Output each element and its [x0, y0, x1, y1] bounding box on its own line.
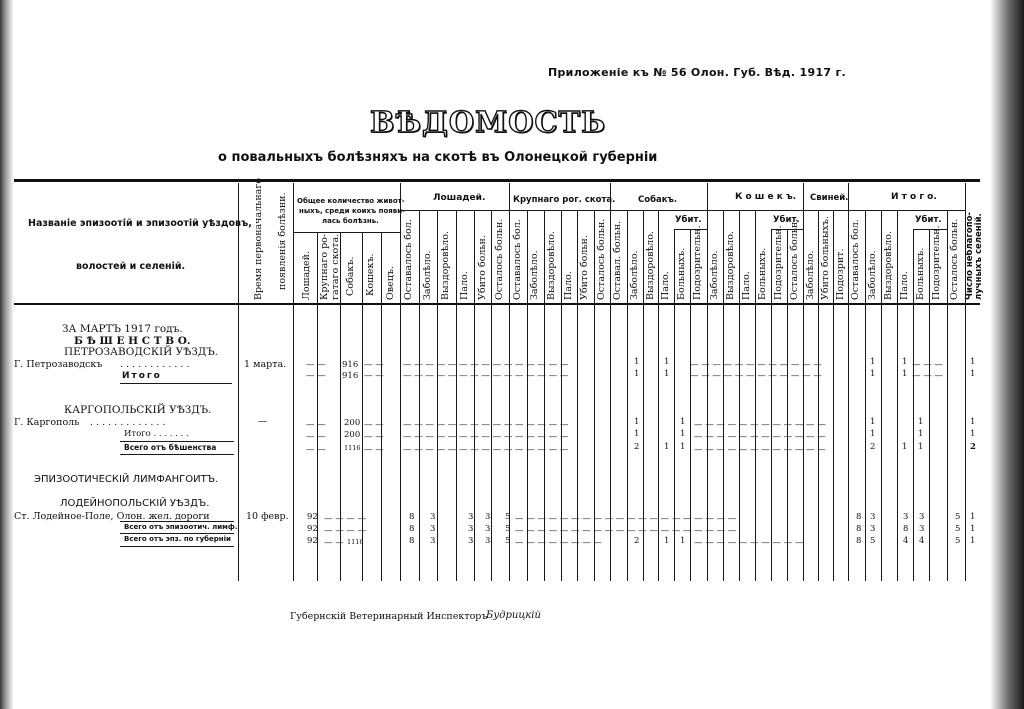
cell-itogo-dead: 4	[903, 536, 909, 546]
cell-dash: — — — —	[324, 514, 367, 524]
header-horses-col: Выздоровѣло.	[440, 231, 451, 300]
cell-itogo-sick: 3	[870, 524, 876, 534]
header-ubit-dogs: Убит.	[675, 215, 702, 225]
itogo-underline	[120, 441, 234, 442]
table-top-rule	[14, 179, 980, 182]
header-cattle-col: Осталось больн.	[596, 218, 607, 300]
table-header-rule	[14, 303, 980, 305]
header-cats-col: Пало.	[741, 271, 752, 300]
disease-rabies: Б Ѣ Ш Е Н С Т В О.	[74, 335, 191, 347]
header-last-col-line1: Число неблагопо-	[965, 212, 975, 300]
cell-itogo-dead: 8	[903, 524, 909, 534]
header-total-col: Овецъ.	[385, 266, 396, 300]
row-underline	[120, 521, 234, 522]
cell-dog-sick: 1	[634, 417, 640, 427]
cell-itogo-sick: 5	[870, 536, 876, 546]
document-subtitle: о повальныхъ болѣзняхъ на скотѣ въ Олонецкой губерніи	[218, 150, 658, 165]
cell-itogo-sick: 1	[870, 417, 876, 427]
cell-horses-left: 5	[505, 524, 511, 534]
cell-villages: 1	[970, 369, 976, 379]
cell-itogo-dead: 3	[903, 512, 909, 522]
sub-rule	[818, 210, 819, 581]
col-rule	[400, 183, 401, 581]
sub-rule	[739, 210, 740, 581]
cell-dashes: — — — — — — — — — — — — — — —	[403, 371, 569, 381]
header-time-line2: появленія болѣзни.	[277, 192, 288, 290]
cell-itogo-killed: 1	[918, 442, 924, 452]
sub-rule	[491, 210, 492, 581]
cell-dash: — —	[306, 360, 326, 370]
row-lymph-total: Всего отъ эпизоотич. лимф.	[124, 523, 238, 531]
header-total-col: Лошадей.	[301, 251, 312, 300]
header-total-line3: лась болѣзнь.	[322, 217, 379, 225]
cell-dash: — —	[306, 432, 326, 442]
row-province-total: Всего отъ эпз. по губерніи	[124, 535, 231, 543]
cell-itogo-sick: 1	[870, 369, 876, 379]
district-petrozavodsk: ПЕТРОЗАВОДСКІЙ УѢЗДЪ.	[64, 346, 218, 358]
sub-rule	[913, 230, 914, 581]
cell-villages: 1	[970, 524, 976, 534]
total-underline	[120, 546, 234, 547]
header-time-line1: Время первоначальнаго	[253, 177, 264, 300]
cell-dogs-total: 1116	[347, 538, 364, 546]
header-ubit-itogo: Убит.	[915, 215, 942, 225]
header-last-col-line2: лучныхъ селеній.	[974, 213, 984, 300]
cell-dashes: — — — — — — — — — — — —	[690, 360, 822, 370]
cell-dash: — —	[364, 420, 384, 430]
cell-dog-ill: 1	[664, 369, 670, 379]
cell-dashes: — — — — — — — — — — — — — — — — — — — —	[515, 514, 737, 524]
cell-dashes: — — — — — — — — — — — — — — —	[403, 360, 569, 370]
itogo-underline	[120, 383, 232, 384]
header-itogo-col: Пало.	[899, 271, 910, 300]
cell-horses-total: 92	[307, 524, 318, 534]
sub-rule	[755, 210, 756, 581]
cell-itogo-left: 5	[955, 524, 961, 534]
cell-dog-ill: 1	[664, 357, 670, 367]
cell-itogo-remaining: 8	[856, 524, 862, 534]
cell-itogo-sick: 1	[870, 357, 876, 367]
header-cats-col: Выздоровѣло.	[725, 231, 736, 300]
cell-itogo-left: 5	[955, 512, 961, 522]
cell-itogo-sick: 1	[870, 429, 876, 439]
cell-itogo-remaining: 8	[856, 536, 862, 546]
header-total-line2: ныхъ, среди коихъ появи-	[299, 207, 405, 215]
sub-rule	[833, 210, 834, 581]
header-name-line2: волостей и селеній.	[76, 261, 186, 272]
scan-edge-right	[990, 0, 1024, 709]
header-total-col: Кошекъ.	[365, 253, 376, 296]
cell-dashes: — — — — — — — — — — — —	[690, 371, 822, 381]
cell-dashes: — — — — — — — — — — — — — — —	[403, 420, 569, 430]
sub-rule	[947, 210, 948, 581]
header-cattle-col: Пало.	[563, 271, 574, 300]
cell-horses-killed: 3	[485, 512, 491, 522]
header-itogo-col: Заболѣло.	[867, 250, 878, 300]
cell-dash: — —	[306, 371, 326, 381]
row-lodeynopole-date: 10 февр.	[246, 511, 289, 522]
cell-horses-left: 5	[505, 536, 511, 546]
cell-villages: 1	[970, 512, 976, 522]
col-rule	[848, 183, 849, 581]
cell-dog-sick: 1	[634, 357, 640, 367]
cell-dashes: — — — — — — — —	[515, 538, 602, 548]
cell-dash: — —	[364, 371, 384, 381]
sub-rule	[437, 210, 438, 581]
cell-itogo-ill: 1	[902, 357, 908, 367]
cell-dogs-total: 916	[342, 360, 359, 370]
cell-dashes: — — —	[912, 371, 943, 381]
row-lodeynopole-name: Ст. Лодейное-Поле, Олон. жел. дороги	[14, 511, 210, 522]
row-kargopol-itogo: Итого . . . . . . .	[124, 429, 189, 439]
group-rule	[400, 210, 848, 211]
cell-dash: — —	[324, 538, 344, 548]
district-kargopol: КАРГОПОЛЬСКІЙ УѢЗДЪ.	[64, 404, 212, 416]
row-petrozavodsk-date: 1 марта.	[244, 359, 287, 370]
group-rule	[848, 210, 965, 211]
cell-dash: — —	[306, 420, 326, 430]
header-cats-col: Заболѣло.	[709, 250, 720, 300]
row-petrozavodsk-dots: . . . . . . . . . . . .	[120, 359, 190, 370]
total-underline	[120, 454, 234, 455]
cell-dashes: — — — — — — — — — — — —	[694, 420, 826, 430]
cell-itogo-killed: 1	[918, 417, 924, 427]
cell-horses-killed: 3	[485, 524, 491, 534]
cell-villages: 1	[970, 536, 976, 546]
appendix-note: Приложеніе къ № 56 Олон. Губ. Вѣд. 1917 г.	[548, 66, 847, 79]
cell-dogs-total: 916	[342, 371, 359, 381]
row-kargopol-name: Г. Каргополь	[14, 417, 80, 428]
header-dogs-col: Больныхъ.	[676, 247, 687, 300]
cell-dash: — —	[364, 445, 384, 455]
district-lodeynopole: ЛОДЕЙНОПОЛЬСКІЙ УѢЗДЪ.	[60, 498, 210, 509]
col-rule	[293, 183, 294, 581]
header-itogo-col: Осталось больн.	[949, 218, 960, 300]
cell-horses-dead: 3	[468, 524, 474, 534]
cell-dash: — —	[364, 432, 384, 442]
row-petrozavodsk-itogo: Итого	[122, 371, 162, 381]
header-horses-col: Оставалось бол.	[403, 219, 414, 300]
header-itogo: И т о г о.	[891, 192, 937, 202]
header-total-col: Собакъ.	[345, 256, 356, 296]
cell-itogo-ill: 4	[919, 536, 925, 546]
signature-title: Губернскій Ветеринарный Инспекторъ	[290, 611, 488, 622]
header-horses: Лошадей.	[433, 193, 486, 203]
cell-villages: 2	[970, 442, 976, 452]
disease-lymphangitis: ЭПИЗООТИЧЕСКІЙ ЛИМФАНГОИТЪ.	[34, 474, 219, 485]
cell-dog-killed: 1	[680, 442, 686, 452]
header-ubit-cats: Убит.	[773, 215, 800, 225]
cell-itogo-remaining: 8	[856, 512, 862, 522]
cell-itogo-left: 5	[955, 536, 961, 546]
cell-dog-sick: 1	[634, 369, 640, 379]
header-pigs-col: Заболѣло.	[805, 250, 816, 300]
sub-rule	[787, 230, 788, 581]
header-cattle-col: Заболѣло.	[529, 250, 540, 300]
sub-rule	[381, 232, 382, 581]
cell-dashes: — — — — — — — — — — — — — — —	[403, 432, 569, 442]
cell-horses-left: 5	[505, 512, 511, 522]
cell-dog-sick: 2	[634, 442, 640, 452]
cell-horses-sick: 3	[430, 524, 436, 534]
cell-dash: — —	[364, 360, 384, 370]
cell-horses-remaining: 8	[409, 524, 415, 534]
header-pigs-col: Убито больныхъ.	[820, 216, 831, 300]
header-itogo-col: Оставалось бол.	[850, 219, 861, 300]
sub-rule	[929, 230, 930, 581]
header-dogs-col: Пало.	[660, 271, 671, 300]
cell-horses-remaining: 8	[409, 536, 415, 546]
cell-horses-sick: 3	[430, 512, 436, 522]
header-dogs: Собакъ.	[638, 195, 678, 205]
cell-horses-dead: 3	[468, 536, 474, 546]
header-name-line1: Названіе эпизоотій и эпизоотій уѣздовъ,	[28, 218, 252, 229]
header-horses-col: Убито больн.	[477, 235, 488, 300]
sub-rule	[865, 210, 866, 581]
header-cats-col: Больныхъ.	[757, 247, 768, 300]
cell-dog-ill: 1	[664, 536, 670, 546]
cell-horses-dead: 3	[468, 512, 474, 522]
cell-itogo-ill: 1	[902, 442, 908, 452]
cell-dashes: — — — — — — — — — — — —	[694, 432, 826, 442]
cell-dashes: — — — — — — — — — — — —	[694, 445, 826, 455]
sub-rule	[456, 210, 457, 581]
cell-dog-killed: 1	[680, 417, 686, 427]
header-cats-col: Осталось больн.	[789, 218, 800, 300]
sub-rule	[419, 210, 420, 581]
cell-horses-total: 92	[307, 536, 318, 546]
header-horses-col: Пало.	[459, 271, 470, 300]
sub-rule	[474, 210, 475, 581]
sub-rule	[881, 210, 882, 581]
group-rule	[293, 232, 400, 233]
cell-dash: — — — —	[324, 526, 367, 536]
cell-dog-ill: 1	[664, 442, 670, 452]
col-rule	[803, 183, 804, 581]
cell-dashes: — — — — — — — — — — — — — — —	[403, 445, 569, 455]
header-horses-col: Осталось больн.	[494, 218, 505, 300]
header-cattle-col: Убито больн.	[579, 235, 590, 300]
row-kargopol-dots: . . . . . . . . . . . . .	[90, 417, 166, 428]
header-itogo-col: Больныхъ.	[915, 247, 926, 300]
header-cattle-col: Оставалось бол.	[512, 219, 523, 300]
row-kargopol-date-dash: —	[258, 416, 268, 427]
scan-edge-left	[0, 0, 14, 709]
cell-dogs-total: 200	[344, 430, 361, 440]
cell-horses-sick: 3	[430, 536, 436, 546]
document-title: ВѢДОМОСТЬ	[370, 105, 607, 139]
cell-horses-killed: 3	[485, 536, 491, 546]
header-dogs-col: Подозрительн.	[692, 225, 703, 300]
cell-itogo-sick: 2	[870, 442, 876, 452]
signature-name: Будрицкій	[486, 610, 541, 621]
row-rabies-total: Всего отъ бѣшенства	[124, 443, 217, 452]
sub-rule	[897, 210, 898, 581]
cell-dog-killed: 1	[680, 536, 686, 546]
cell-itogo-ill: 3	[919, 524, 925, 534]
cell-dog-killed: 1	[680, 429, 686, 439]
cell-horses-remaining: 8	[409, 512, 415, 522]
cell-dash: — —	[306, 445, 326, 455]
header-total-col: Крупнаго ро-	[319, 233, 330, 300]
cell-villages: 1	[970, 417, 976, 427]
header-itogo-col: Выздоровѣло.	[883, 231, 894, 300]
header-pigs-col: Подозрит.	[835, 248, 846, 300]
header-horses-col: Заболѣло.	[422, 250, 433, 300]
header-cattle: Крупнаго рог. скота.	[513, 195, 616, 205]
header-itogo-col: Подозрительн.	[931, 225, 942, 300]
cell-dashes: — — —	[912, 360, 943, 370]
header-cats-col: Подозрительн.	[773, 225, 784, 300]
cell-dogs-total: 200	[344, 418, 361, 428]
cell-itogo-killed: 1	[918, 429, 924, 439]
cell-dashes: — — — — — — — — — — — — — — — — — — — —	[515, 526, 737, 536]
header-dogs-col: Выздоровѣло.	[645, 231, 656, 300]
row-petrozavodsk-name: Г. Петрозаводскъ	[14, 359, 103, 370]
header-total-line1: Общее количество живот-	[297, 197, 405, 205]
month-heading: ЗА МАРТЪ 1917 годъ.	[62, 323, 183, 335]
cell-villages: 1	[970, 357, 976, 367]
total-underline	[120, 533, 234, 534]
cell-dashes: — — — — — — — — — —	[694, 538, 804, 548]
cell-horses-total: 92	[307, 512, 318, 522]
cell-itogo-ill: 3	[919, 512, 925, 522]
header-cats: К о ш е к ъ.	[735, 192, 797, 202]
sub-rule	[771, 230, 772, 581]
header-dogs-col: Заболѣло.	[629, 250, 640, 300]
cell-itogo-sick: 3	[870, 512, 876, 522]
cell-itogo-ill: 1	[902, 369, 908, 379]
header-dogs-col: Оставал. больн.	[612, 220, 623, 300]
header-pigs: Свиней.	[810, 193, 849, 203]
cell-villages: 1	[970, 429, 976, 439]
header-cattle-col: Выздоровѣло.	[546, 231, 557, 300]
cell-dogs-total: 1116	[344, 444, 361, 452]
header-total-col: гатаго скота.	[330, 233, 341, 300]
col-rule	[238, 183, 239, 581]
cell-dog-sick: 1	[634, 429, 640, 439]
cell-dog-sick: 2	[634, 536, 640, 546]
